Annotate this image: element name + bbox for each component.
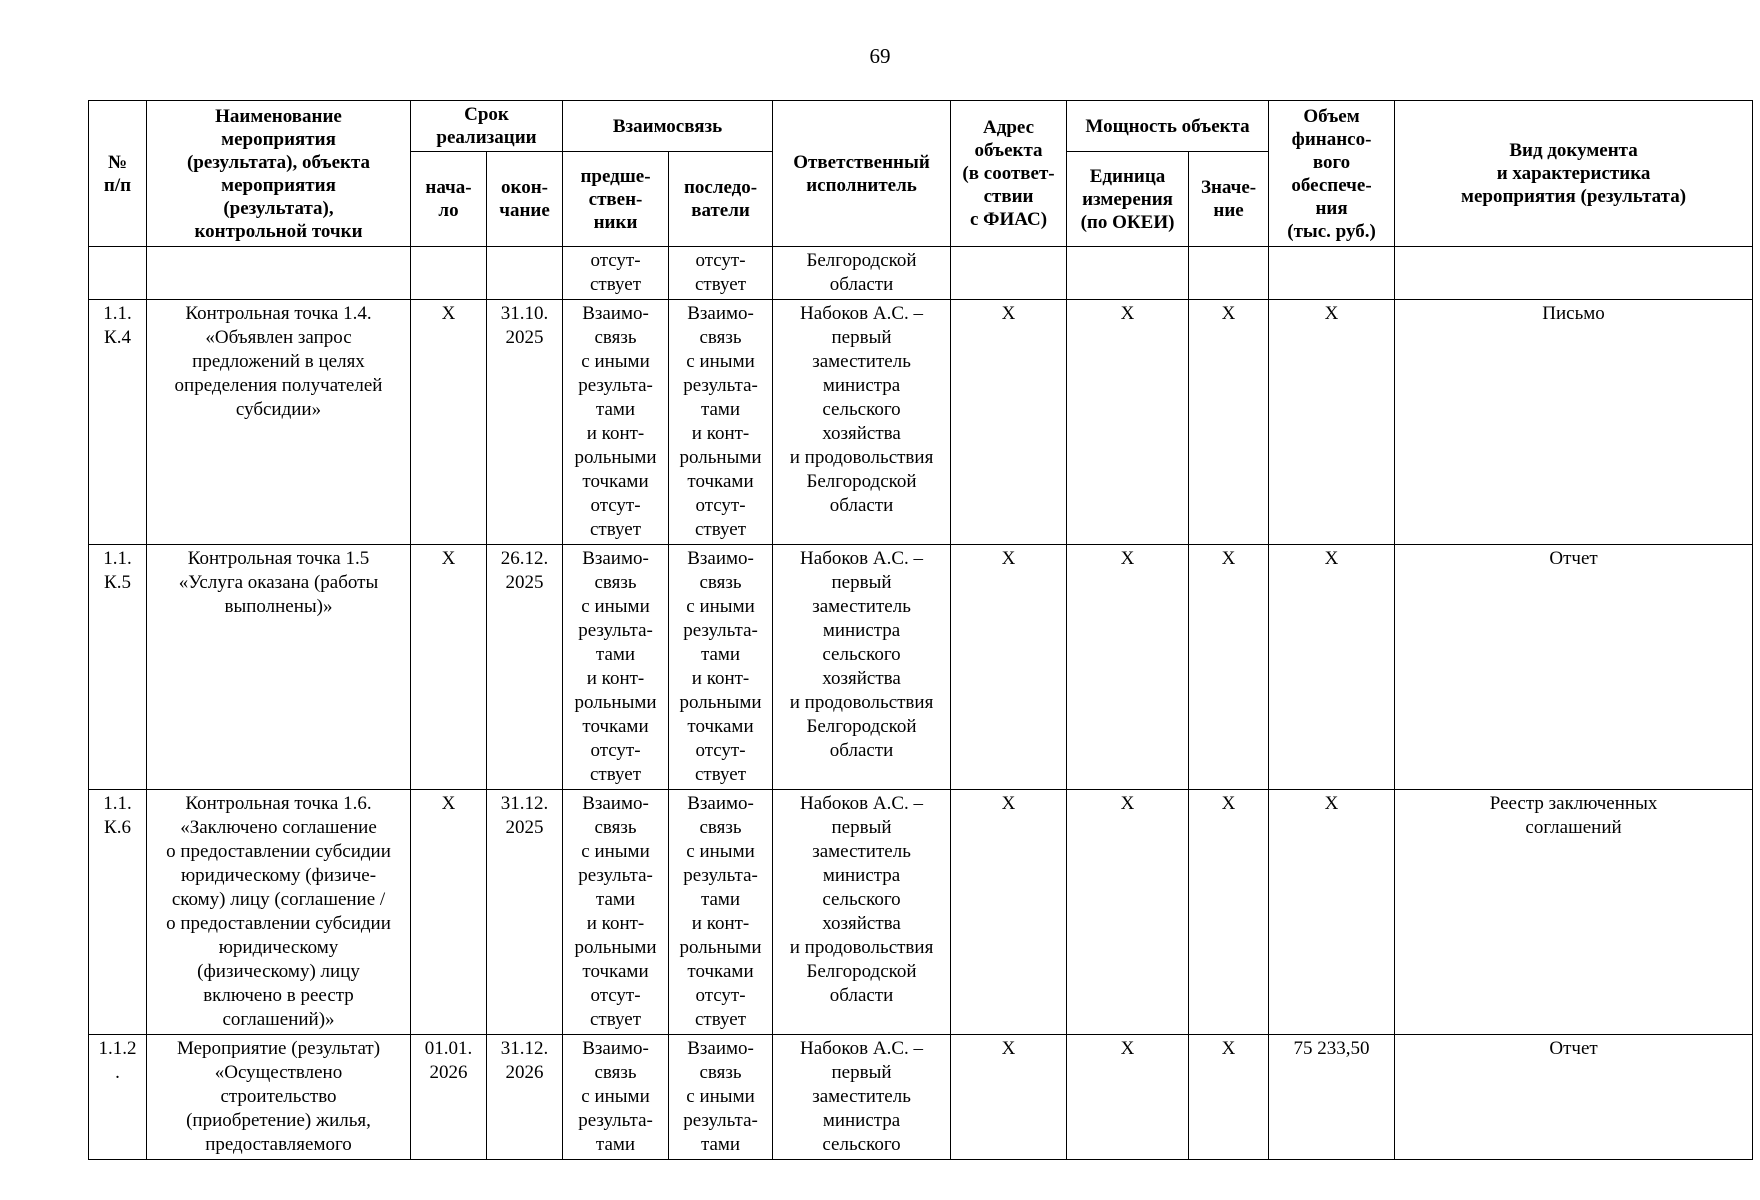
text-line: сельского bbox=[822, 399, 901, 420]
text-line: соглашений bbox=[1525, 817, 1622, 838]
text-line: министра bbox=[822, 865, 901, 886]
text-line: Взаимо- bbox=[687, 548, 754, 569]
cell-address bbox=[951, 300, 1067, 545]
cell-name bbox=[147, 300, 411, 545]
text-line: связь bbox=[699, 327, 742, 348]
text-line: ствен- bbox=[588, 188, 643, 210]
cell-num bbox=[89, 545, 147, 790]
text-line: финансо- bbox=[1291, 128, 1372, 150]
text-line: Вид документа bbox=[1509, 140, 1638, 161]
text-line: Взаимо- bbox=[687, 303, 754, 324]
text-line: точками bbox=[687, 961, 754, 982]
cell-predecessors bbox=[563, 247, 669, 300]
text-line: с иными bbox=[686, 596, 755, 617]
text-line: области bbox=[829, 495, 894, 516]
cell-start bbox=[411, 545, 487, 790]
text-line: хозяйства bbox=[822, 423, 901, 444]
text-line: 2025 bbox=[505, 572, 544, 593]
text-line: и характеристика bbox=[1496, 163, 1651, 184]
cell-doc-type bbox=[1395, 545, 1753, 790]
cell-successors bbox=[669, 1035, 773, 1160]
text-line: с ФИАС) bbox=[969, 209, 1048, 230]
text-line: и конт- bbox=[586, 423, 645, 444]
text-line: точками bbox=[582, 716, 649, 737]
cell-unit bbox=[1067, 1035, 1189, 1160]
header-capacity bbox=[1067, 101, 1269, 152]
cell-responsible bbox=[773, 247, 951, 300]
table-header bbox=[89, 101, 1753, 247]
text-line: тами bbox=[700, 644, 741, 665]
text-line: области bbox=[829, 274, 894, 295]
text-line: Значе- bbox=[1200, 177, 1257, 198]
text-line: X bbox=[441, 303, 456, 324]
cell-end bbox=[487, 247, 563, 300]
text-line: X bbox=[1120, 303, 1135, 324]
text-line: 31.12. bbox=[500, 1038, 549, 1059]
text-line: ствует bbox=[695, 519, 747, 540]
cell-end bbox=[487, 790, 563, 1035]
text-line: тами bbox=[595, 644, 636, 665]
text-line: последо- bbox=[683, 177, 758, 198]
cell-predecessors bbox=[563, 1035, 669, 1160]
cell-doc-type bbox=[1395, 247, 1753, 300]
text-line: ния bbox=[1315, 197, 1348, 219]
text-line: 75 233,50 bbox=[1293, 1038, 1370, 1059]
text-line: X bbox=[1221, 548, 1236, 569]
cell-unit bbox=[1067, 247, 1189, 300]
text-line: отсут- bbox=[695, 495, 746, 516]
text-line: 01.01. bbox=[424, 1038, 473, 1059]
text-line: мероприятия (результата) bbox=[1461, 186, 1687, 207]
text-line: включено в реестр bbox=[203, 985, 354, 1006]
table-row bbox=[89, 545, 1753, 790]
text-line: ствует bbox=[589, 1009, 642, 1030]
text-line: рольными bbox=[574, 447, 657, 468]
text-line: ватели bbox=[691, 200, 750, 221]
text-line: рольными bbox=[574, 692, 657, 713]
cell-num bbox=[89, 790, 147, 1035]
cell-name bbox=[147, 790, 411, 1035]
text-line: результа- bbox=[578, 375, 653, 396]
text-line: Отчет bbox=[1549, 1038, 1598, 1059]
header-term-end bbox=[487, 152, 563, 247]
text-line: X bbox=[1324, 793, 1339, 814]
text-line: сельского bbox=[822, 1134, 901, 1155]
text-line: результа- bbox=[578, 620, 653, 641]
cell-finance bbox=[1269, 247, 1395, 300]
cell-num bbox=[89, 300, 147, 545]
text-line: чание bbox=[499, 200, 550, 221]
text-line: и продовольствия bbox=[789, 692, 934, 713]
text-line: результа- bbox=[683, 375, 758, 396]
text-line: 31.10. bbox=[500, 303, 549, 324]
text-line: связь bbox=[594, 572, 637, 593]
header-address bbox=[951, 101, 1067, 247]
cell-num bbox=[89, 247, 147, 300]
text-line: ло bbox=[438, 200, 459, 221]
header-term bbox=[411, 101, 563, 152]
cell-address bbox=[951, 790, 1067, 1035]
text-line: контрольной точки bbox=[194, 220, 363, 242]
text-line: мероприятия bbox=[221, 128, 336, 150]
text-line: Взаимо- bbox=[582, 303, 649, 324]
text-line: Взаимо- bbox=[582, 793, 649, 814]
header-value bbox=[1189, 152, 1269, 247]
text-line: Белгородской bbox=[806, 716, 917, 737]
text-line: Набоков А.С. – bbox=[800, 548, 923, 569]
text-line: точками bbox=[687, 471, 754, 492]
cell-value bbox=[1189, 545, 1269, 790]
text-line: ствует bbox=[695, 274, 747, 295]
header-responsible bbox=[773, 101, 951, 247]
cell-predecessors bbox=[563, 300, 669, 545]
text-line: области bbox=[829, 985, 894, 1006]
cell-end bbox=[487, 1035, 563, 1160]
text-line: Единица bbox=[1089, 165, 1166, 187]
text-line: 1.1.2 bbox=[98, 1038, 137, 1059]
text-line: отсут- bbox=[590, 495, 641, 516]
text-line: Контрольная точка 1.6. bbox=[185, 793, 372, 814]
text-line: 2025 bbox=[505, 327, 544, 348]
cell-responsible bbox=[773, 545, 951, 790]
text-line: тами bbox=[595, 889, 636, 910]
cell-successors bbox=[669, 247, 773, 300]
text-line: Белгородской bbox=[806, 471, 917, 492]
text-line: ствует bbox=[589, 274, 642, 295]
cell-predecessors bbox=[563, 790, 669, 1035]
header-term-start bbox=[411, 152, 487, 247]
text-line: сельского bbox=[822, 644, 901, 665]
text-line: объекта bbox=[974, 140, 1043, 161]
text-line: Мероприятие (результат) bbox=[176, 1038, 381, 1059]
text-line: 2025 bbox=[505, 817, 544, 838]
text-line: «Осуществлено bbox=[214, 1062, 343, 1083]
text-line: вого bbox=[1312, 151, 1351, 173]
text-line: и продовольствия bbox=[789, 447, 934, 468]
cell-doc-type bbox=[1395, 1035, 1753, 1160]
cell-finance bbox=[1269, 790, 1395, 1035]
text-line: 2026 bbox=[429, 1062, 468, 1083]
text-line: X bbox=[1324, 303, 1339, 324]
text-line: и конт- bbox=[586, 913, 645, 934]
text-line: X bbox=[441, 548, 456, 569]
text-line: о предоставлении субсидии bbox=[166, 841, 391, 862]
cell-finance bbox=[1269, 300, 1395, 545]
text-line: (тыс. руб.) bbox=[1287, 220, 1376, 242]
text-line: предше- bbox=[580, 165, 651, 187]
text-line: с иными bbox=[686, 841, 755, 862]
header-unit bbox=[1067, 152, 1189, 247]
cell-predecessors bbox=[563, 545, 669, 790]
cell-successors bbox=[669, 790, 773, 1035]
text-line: Контрольная точка 1.5 bbox=[187, 548, 370, 569]
text-line: 1.1. bbox=[103, 303, 132, 324]
text-line: результа- bbox=[683, 1110, 758, 1131]
cell-responsible bbox=[773, 300, 951, 545]
text-line: окон- bbox=[501, 177, 548, 198]
text-line: заместитель bbox=[812, 351, 911, 372]
text-line: (приобретение) жилья, bbox=[186, 1110, 371, 1131]
text-line: выполнены)» bbox=[224, 596, 333, 617]
text-line: хозяйства bbox=[822, 668, 901, 689]
text-line: (в соответ- bbox=[962, 163, 1055, 184]
text-line: министра bbox=[822, 620, 901, 641]
text-line: К.6 bbox=[104, 817, 131, 838]
text-line: отсут- bbox=[590, 250, 641, 271]
text-line: X bbox=[1324, 548, 1339, 569]
cell-end bbox=[487, 300, 563, 545]
text-line: соглашений)» bbox=[222, 1009, 335, 1030]
text-line: рольными bbox=[679, 937, 762, 958]
text-line: «Услуга оказана (работы bbox=[178, 572, 379, 593]
cell-address bbox=[951, 545, 1067, 790]
cell-value bbox=[1189, 247, 1269, 300]
text-line: отсут- bbox=[590, 740, 641, 761]
text-line: 1.1. bbox=[103, 548, 132, 569]
text-line: X bbox=[1001, 303, 1016, 324]
header-doc-type bbox=[1395, 101, 1753, 247]
text-line: ствии bbox=[983, 186, 1034, 207]
cell-start bbox=[411, 300, 487, 545]
text-line: (физическому) лицу bbox=[197, 961, 360, 982]
table-row bbox=[89, 1035, 1753, 1160]
text-line: мероприятия bbox=[221, 174, 336, 196]
text-line: ствует bbox=[589, 764, 642, 785]
text-line: Контрольная точка 1.4. bbox=[185, 303, 372, 324]
text-line: Письмо bbox=[1542, 303, 1605, 324]
cell-name bbox=[147, 1035, 411, 1160]
text-line: нача- bbox=[425, 177, 472, 198]
text-line: о предоставлении субсидии bbox=[166, 913, 391, 934]
cell-doc-type bbox=[1395, 790, 1753, 1035]
text-line: результа- bbox=[578, 865, 653, 886]
cell-successors bbox=[669, 300, 773, 545]
cell-start bbox=[411, 1035, 487, 1160]
text-line: X bbox=[1221, 1038, 1236, 1059]
text-line: первый bbox=[831, 572, 892, 593]
text-line: «Заключено соглашение bbox=[180, 817, 377, 838]
cell-finance bbox=[1269, 545, 1395, 790]
text-line: результа- bbox=[578, 1110, 653, 1131]
cell-num bbox=[89, 1035, 147, 1160]
text-line: тами bbox=[595, 1134, 636, 1155]
text-line: отсут- bbox=[695, 250, 746, 271]
cell-responsible bbox=[773, 790, 951, 1035]
text-line: с иными bbox=[686, 1086, 755, 1107]
text-line: (по ОКЕИ) bbox=[1080, 211, 1175, 233]
text-line: Белгородской bbox=[806, 961, 917, 982]
text-line: субсидии» bbox=[235, 399, 322, 420]
text-line: Белгородской bbox=[806, 250, 917, 271]
cell-end bbox=[487, 545, 563, 790]
table-row-continuation bbox=[89, 247, 1753, 300]
text-line: Срок bbox=[464, 104, 509, 125]
text-line: связь bbox=[699, 817, 742, 838]
cell-value bbox=[1189, 300, 1269, 545]
text-line: с иными bbox=[581, 351, 650, 372]
text-line: К.4 bbox=[104, 327, 131, 348]
text-line: рольными bbox=[574, 937, 657, 958]
text-line: ствует bbox=[695, 764, 747, 785]
text-line: X bbox=[1001, 548, 1016, 569]
header-num bbox=[89, 101, 147, 247]
cell-value bbox=[1189, 1035, 1269, 1160]
text-line: Набоков А.С. – bbox=[800, 303, 923, 324]
cell-value bbox=[1189, 790, 1269, 1035]
cell-name bbox=[147, 545, 411, 790]
text-line: рольными bbox=[679, 692, 762, 713]
text-line: точками bbox=[687, 716, 754, 737]
text-line: тами bbox=[595, 399, 636, 420]
text-line: связь bbox=[594, 1062, 637, 1083]
text-line: X bbox=[1221, 303, 1236, 324]
text-line: результа- bbox=[683, 865, 758, 886]
text-line: и конт- bbox=[691, 423, 750, 444]
text-line: . bbox=[115, 1062, 120, 1083]
text-line: результа- bbox=[683, 620, 758, 641]
text-line: обеспече- bbox=[1291, 174, 1372, 196]
text-line: скому) лицу (соглашение / bbox=[171, 889, 386, 910]
text-line: Взаимо- bbox=[582, 548, 649, 569]
text-line: реализации bbox=[436, 127, 537, 148]
text-line: Взаимо- bbox=[582, 1038, 649, 1059]
header-name bbox=[147, 101, 411, 247]
text-line: Наименование bbox=[215, 105, 342, 127]
text-line: с иными bbox=[581, 841, 650, 862]
text-line: точками bbox=[582, 961, 649, 982]
text-line: Адрес bbox=[983, 117, 1035, 138]
text-line: Объем bbox=[1303, 105, 1360, 127]
text-line: с иными bbox=[581, 1086, 650, 1107]
text-line: исполнитель bbox=[806, 174, 917, 196]
text-line: К.5 bbox=[104, 572, 131, 593]
text-line: хозяйства bbox=[822, 913, 901, 934]
text-line: связь bbox=[699, 1062, 742, 1083]
text-line: Взаимо- bbox=[687, 1038, 754, 1059]
cell-address bbox=[951, 247, 1067, 300]
text-line: отсут- bbox=[695, 740, 746, 761]
cell-start bbox=[411, 247, 487, 300]
text-line: (результата), bbox=[223, 197, 334, 219]
text-line: связь bbox=[594, 817, 637, 838]
text-line: точками bbox=[582, 471, 649, 492]
text-line: Ответственный bbox=[793, 151, 930, 173]
text-line: юридическому bbox=[218, 937, 339, 958]
text-line: и продовольствия bbox=[789, 937, 934, 958]
text-line: 31.12. bbox=[500, 793, 549, 814]
text-line: юридическому (физиче- bbox=[180, 865, 377, 886]
text-line: 1.1. bbox=[103, 793, 132, 814]
cell-unit bbox=[1067, 300, 1189, 545]
text-line: X bbox=[1120, 793, 1135, 814]
text-line: X bbox=[1120, 548, 1135, 569]
cell-unit bbox=[1067, 545, 1189, 790]
text-line: измерения bbox=[1082, 188, 1173, 210]
text-line: 26.12. bbox=[500, 548, 549, 569]
text-line: (результата), объекта bbox=[186, 151, 371, 173]
text-line: связь bbox=[594, 327, 637, 348]
header-successors bbox=[669, 152, 773, 247]
text-line: заместитель bbox=[812, 841, 911, 862]
text-line: отсут- bbox=[590, 985, 641, 1006]
text-line: определения получателей bbox=[174, 375, 383, 396]
text-line: отсут- bbox=[695, 985, 746, 1006]
text-line: X bbox=[1120, 1038, 1135, 1059]
cell-successors bbox=[669, 545, 773, 790]
text-line: X bbox=[1221, 793, 1236, 814]
text-line: тами bbox=[700, 399, 741, 420]
text-line: ники bbox=[593, 211, 638, 233]
cell-unit bbox=[1067, 790, 1189, 1035]
text-line: и конт- bbox=[586, 668, 645, 689]
header-predecessors bbox=[563, 152, 669, 247]
text-line: министра bbox=[822, 1110, 901, 1131]
cell-responsible bbox=[773, 1035, 951, 1160]
header-finance bbox=[1269, 101, 1395, 247]
text-line: и конт- bbox=[691, 913, 750, 934]
page-number: 69 bbox=[869, 44, 891, 68]
text-line: первый bbox=[831, 817, 892, 838]
table-row bbox=[89, 790, 1753, 1035]
text-line: рольными bbox=[679, 447, 762, 468]
text-line: ствует bbox=[695, 1009, 747, 1030]
text-line: ние bbox=[1213, 200, 1244, 221]
text-line: связь bbox=[699, 572, 742, 593]
text-line: строительство bbox=[220, 1086, 337, 1107]
cell-doc-type bbox=[1395, 300, 1753, 545]
text-line: Мощность объекта bbox=[1085, 115, 1250, 137]
text-line: Реестр заключенных bbox=[1489, 793, 1658, 814]
text-line: X bbox=[1001, 1038, 1016, 1059]
text-line: X bbox=[1001, 793, 1016, 814]
text-line: X bbox=[441, 793, 456, 814]
text-line: тами bbox=[700, 1134, 741, 1155]
text-line: Отчет bbox=[1549, 548, 1598, 569]
text-line: № bbox=[107, 151, 128, 173]
text-line: с иными bbox=[686, 351, 755, 372]
cell-finance bbox=[1269, 1035, 1395, 1160]
text-line: Взаимо- bbox=[687, 793, 754, 814]
header-relation bbox=[563, 101, 773, 152]
text-line: министра bbox=[822, 375, 901, 396]
text-line: с иными bbox=[581, 596, 650, 617]
text-line: Взаимосвязь bbox=[612, 115, 723, 137]
activities-table bbox=[88, 100, 1753, 1160]
text-line: первый bbox=[831, 327, 892, 348]
text-line: заместитель bbox=[812, 596, 911, 617]
text-line: предложений в целях bbox=[192, 351, 365, 372]
cell-address bbox=[951, 1035, 1067, 1160]
text-line: «Объявлен запрос bbox=[205, 327, 352, 348]
cell-name bbox=[147, 247, 411, 300]
text-line: п/п bbox=[103, 174, 132, 196]
text-line: предоставляемого bbox=[205, 1134, 352, 1155]
text-line: области bbox=[829, 740, 894, 761]
text-line: первый bbox=[831, 1062, 892, 1083]
text-line: ствует bbox=[589, 519, 642, 540]
text-line: Набоков А.С. – bbox=[800, 793, 923, 814]
text-line: и конт- bbox=[691, 668, 750, 689]
text-line: Набоков А.С. – bbox=[800, 1038, 923, 1059]
text-line: тами bbox=[700, 889, 741, 910]
text-line: заместитель bbox=[812, 1086, 911, 1107]
table-row bbox=[89, 300, 1753, 545]
cell-start bbox=[411, 790, 487, 1035]
text-line: сельского bbox=[822, 889, 901, 910]
text-line: 2026 bbox=[505, 1062, 544, 1083]
